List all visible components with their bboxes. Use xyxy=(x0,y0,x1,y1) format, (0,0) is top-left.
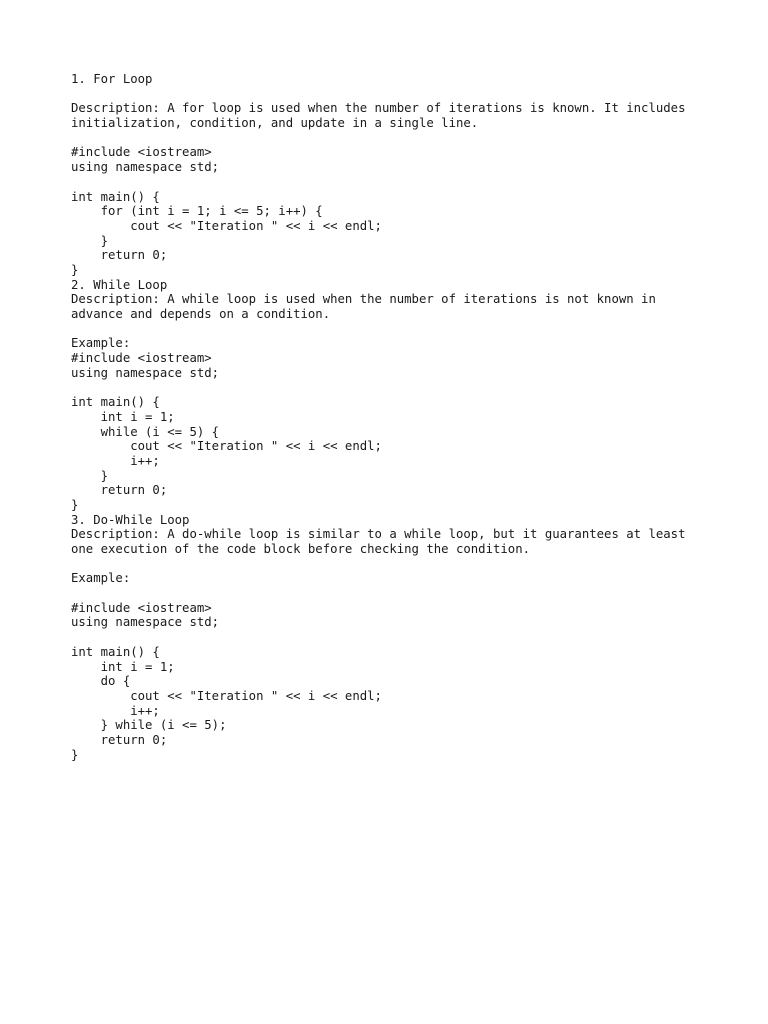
example-label: Example: xyxy=(71,336,131,351)
example-label: Example: xyxy=(71,571,131,586)
code-line: } while (i <= 5); xyxy=(71,718,227,733)
document-page xyxy=(71,72,751,762)
code-line: #include <iostream> xyxy=(71,145,212,160)
description-text: Description: A while loop is used when the number of iterations is not known in xyxy=(71,292,656,307)
code-line: i++; xyxy=(71,703,160,718)
code-line: return 0; xyxy=(71,483,168,498)
code-line: } xyxy=(71,497,79,512)
blank-line xyxy=(71,175,751,190)
code-line: #include <iostream> xyxy=(71,351,212,366)
blank-line xyxy=(71,557,751,572)
code-line: cout << "Iteration " << i << endl; xyxy=(71,439,382,454)
code-line: int main() { xyxy=(71,395,160,410)
code-line: cout << "Iteration " << i << endl; xyxy=(71,218,382,233)
description-text: Description: A for loop is used when the number of iterations is known. It includes xyxy=(71,101,686,116)
description-text: advance and depends on a condition. xyxy=(71,307,331,321)
code-line: } xyxy=(71,747,79,762)
code-line: for (int i = 1; i <= 5; i++) { xyxy=(71,204,323,219)
code-line: int main() { xyxy=(71,189,160,204)
code-line: #include <iostream> xyxy=(71,600,212,615)
code-line: using namespace std; xyxy=(71,365,220,380)
blank-line xyxy=(71,131,751,146)
code-line: return 0; xyxy=(71,732,168,747)
code-line: } xyxy=(71,468,109,483)
code-line: } xyxy=(71,233,109,248)
code-line: cout << "Iteration " << i << endl; xyxy=(71,688,382,703)
blank-line xyxy=(71,87,751,102)
code-line: return 0; xyxy=(71,248,168,263)
code-line: int i = 1; xyxy=(71,659,175,674)
blank-line xyxy=(71,586,751,601)
code-line: int i = 1; xyxy=(71,409,175,424)
code-line: using namespace std; xyxy=(71,160,220,175)
code-line: int main() { xyxy=(71,644,160,659)
description-text: Description: A do-while loop is similar to a while loop, but it guarantees at least xyxy=(71,527,686,542)
description-text: one execution of the code block before checking the condition. xyxy=(71,542,531,556)
code-line: while (i <= 5) { xyxy=(71,424,220,439)
section-heading-for-loop: 1. For Loop xyxy=(71,72,153,86)
section-heading-while-loop: 2. While Loop xyxy=(71,277,168,292)
blank-line xyxy=(71,630,751,645)
code-line: } xyxy=(71,262,79,277)
code-line: do { xyxy=(71,674,131,689)
description-text: initialization, condition, and update in a single line. xyxy=(71,116,479,131)
code-line: i++; xyxy=(71,453,160,468)
code-line: using namespace std; xyxy=(71,615,220,630)
blank-line xyxy=(71,380,751,395)
blank-line xyxy=(71,322,751,337)
section-heading-do-while-loop: 3. Do-While Loop xyxy=(71,512,190,527)
